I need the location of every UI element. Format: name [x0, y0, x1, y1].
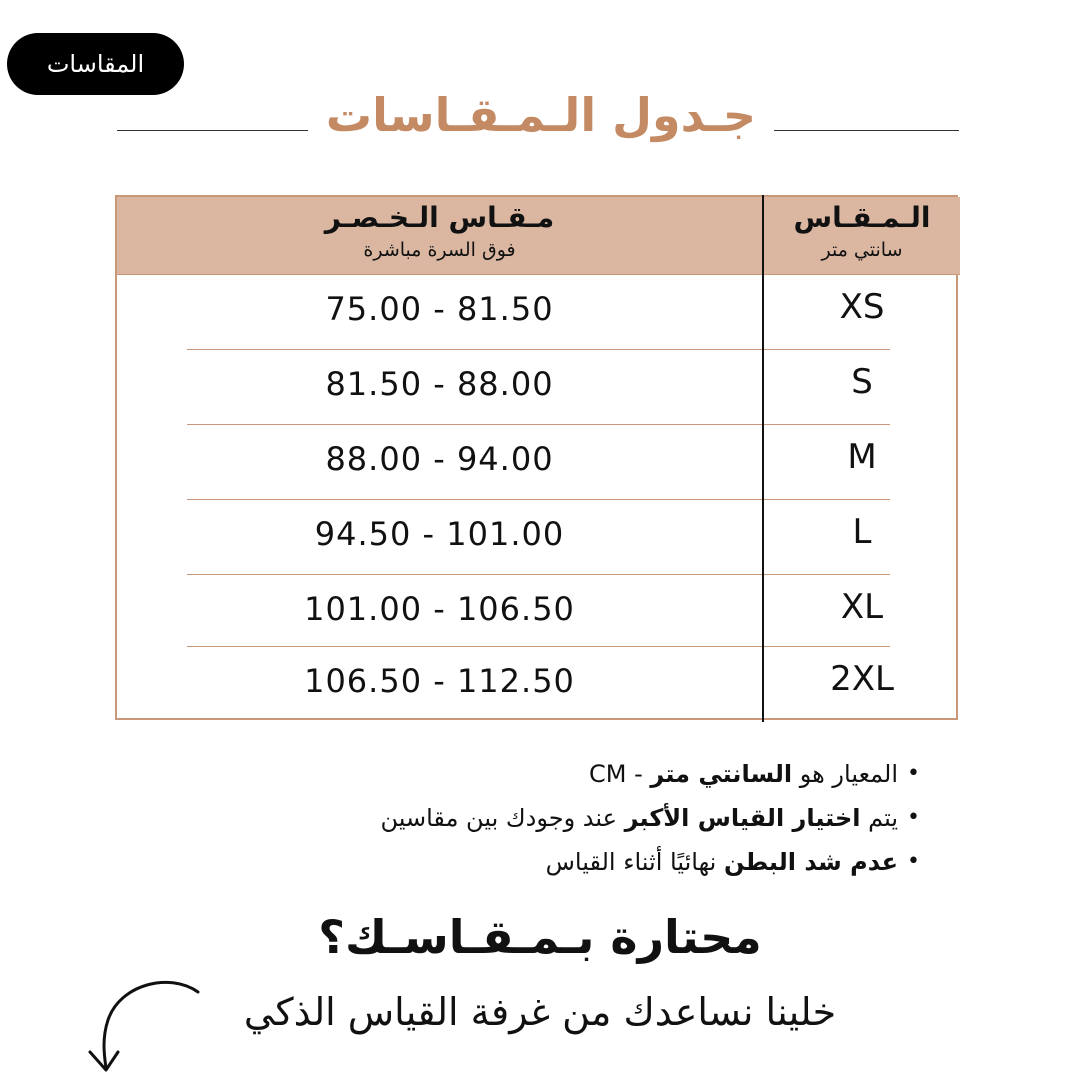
note-item [138, 752, 898, 796]
note-text: نهائيًا أثناء القياس [545, 848, 724, 876]
title-divider-left [117, 130, 308, 131]
measurement-notes [138, 752, 920, 884]
waist-range: 75.00 - 81.50 [325, 290, 554, 328]
size-label: 2XL [830, 659, 894, 699]
header-waist-note: فوق السرة مباشرة [363, 239, 516, 261]
page-title: جـدول الـمـقـاسات [325, 88, 757, 142]
size-label: XS [839, 287, 885, 327]
waist-range: 88.00 - 94.00 [325, 440, 554, 478]
sizes-badge[interactable]: المقاسات [7, 33, 184, 95]
table-row [117, 274, 960, 349]
size-label: L [852, 512, 872, 552]
waist-range: 101.00 - 106.50 [304, 590, 575, 628]
table-header [117, 197, 960, 275]
column-divider [762, 195, 764, 722]
table-row [117, 574, 960, 649]
waist-range: 94.50 - 101.00 [314, 515, 565, 553]
note-text: يتم [860, 804, 898, 832]
size-label: S [851, 362, 873, 402]
note-emphasis: السانتي متر [650, 760, 793, 788]
title-divider-right [774, 130, 959, 131]
table-row [117, 349, 960, 424]
fitting-room-cta[interactable]: خلينا نساعدك من غرفة القياس الذكي [243, 990, 837, 1034]
size-label: M [847, 437, 877, 477]
note-emphasis: عدم شد البطن [723, 848, 898, 876]
note-text: - CM [589, 760, 651, 788]
size-question-heading: محتارة بـمـقـاسـك؟ [318, 910, 762, 964]
note-item [138, 840, 898, 884]
header-size [764, 197, 960, 274]
curved-arrow-icon [80, 980, 210, 1080]
table-row [117, 499, 960, 574]
header-size-unit: سانتي متر [821, 239, 903, 261]
waist-range: 81.50 - 88.00 [325, 365, 554, 403]
size-table [115, 195, 958, 720]
note-item [138, 796, 898, 840]
title-row [0, 88, 1080, 158]
table-row [117, 646, 960, 721]
note-emphasis: اختيار القياس الأكبر [624, 804, 861, 832]
table-row [117, 424, 960, 499]
note-text: المعيار هو [792, 760, 898, 788]
header-waist-label: مـقـاس الـخـصـر [324, 201, 555, 234]
waist-range: 106.50 - 112.50 [304, 662, 575, 700]
note-text: عند وجودك بين مقاسين [380, 804, 625, 832]
header-size-label: الـمـقـاس [793, 201, 931, 234]
size-label: XL [840, 587, 884, 627]
header-waist [117, 197, 762, 274]
